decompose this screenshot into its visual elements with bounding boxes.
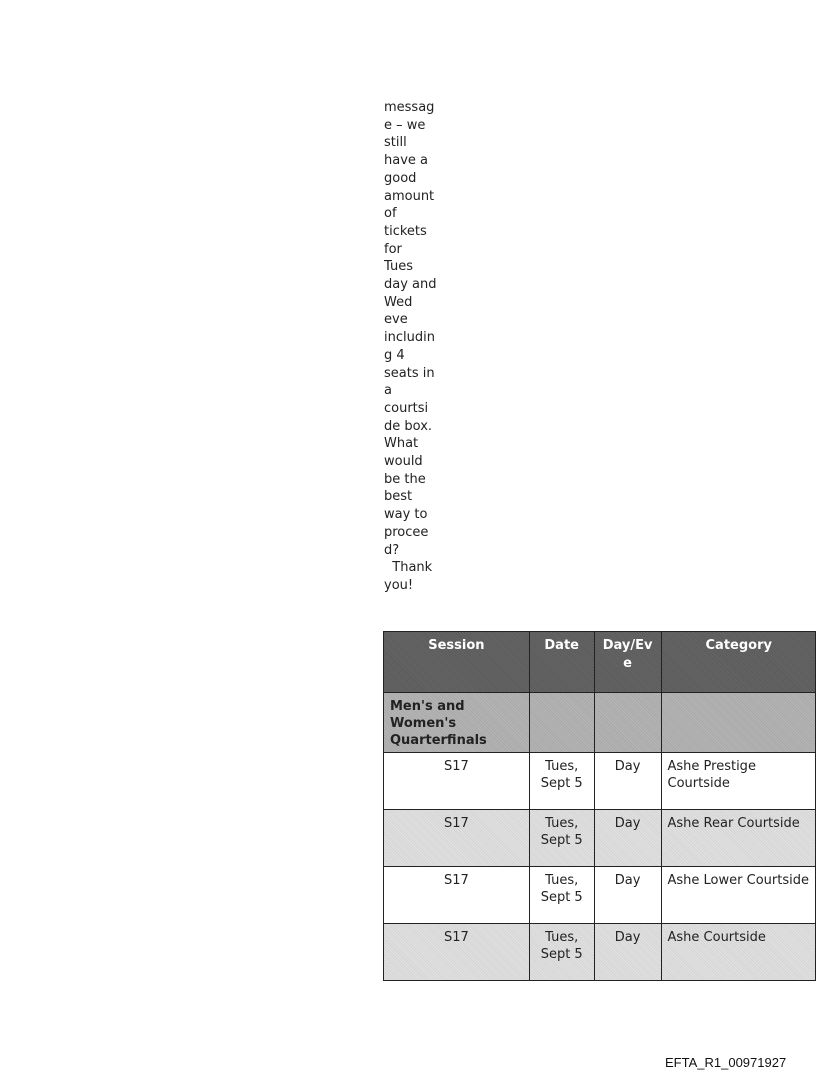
category-cell: Ashe Lower Courtside bbox=[661, 867, 816, 924]
document-id-stamp: EFTA_R1_00971927 bbox=[665, 1055, 787, 1070]
message-line: amount bbox=[384, 188, 435, 204]
date-cell: Tues, Sept 5 bbox=[529, 867, 594, 924]
message-line: Wed bbox=[384, 294, 413, 310]
dayeve-cell: Day bbox=[594, 924, 661, 981]
table-row bbox=[384, 753, 816, 810]
category-cell: Ashe Rear Courtside bbox=[661, 810, 816, 867]
message-line: What bbox=[384, 436, 419, 452]
date-cell: Tues, Sept 5 bbox=[529, 924, 594, 981]
message-line: de box. bbox=[384, 418, 433, 434]
message-line: for bbox=[384, 241, 402, 257]
column-header-category: Category bbox=[661, 632, 816, 693]
message-line: you! bbox=[384, 577, 414, 593]
message-line: procee bbox=[384, 524, 429, 540]
category-cell: Ashe Prestige Courtside bbox=[661, 753, 816, 810]
session-cell: S17 bbox=[384, 753, 530, 810]
message-line: Tues bbox=[384, 259, 413, 275]
date-cell: Tues, Sept 5 bbox=[529, 810, 594, 867]
message-line: would bbox=[384, 454, 423, 470]
message-line: eve bbox=[384, 312, 408, 328]
message-line: good bbox=[384, 170, 417, 186]
table-row bbox=[384, 924, 816, 981]
column-header-dayeve: Day/Ev e bbox=[594, 632, 661, 693]
session-cell: S17 bbox=[384, 867, 530, 924]
message-line: still bbox=[384, 135, 407, 151]
message-line: d? bbox=[384, 542, 400, 558]
ticket-inventory-table bbox=[383, 631, 816, 981]
message-line: best bbox=[384, 489, 413, 505]
message-line: tickets bbox=[384, 223, 427, 239]
dayeve-cell: Day bbox=[594, 810, 661, 867]
message-line: way to bbox=[384, 507, 428, 523]
table-row bbox=[384, 810, 816, 867]
dayeve-cell: Day bbox=[594, 753, 661, 810]
message-line: day and bbox=[384, 277, 437, 293]
message-line: seats in bbox=[384, 365, 435, 381]
group-cell-empty bbox=[529, 693, 594, 753]
message-line: have a bbox=[384, 153, 428, 169]
message-line: of bbox=[384, 206, 397, 222]
session-cell: S17 bbox=[384, 924, 530, 981]
message-line: courtsi bbox=[384, 400, 429, 416]
message-line: e – we bbox=[384, 117, 426, 133]
message-line: a bbox=[384, 383, 392, 399]
date-cell: Tues, Sept 5 bbox=[529, 753, 594, 810]
session-cell: S17 bbox=[384, 810, 530, 867]
message-line: be the bbox=[384, 471, 426, 487]
message-line: g 4 bbox=[384, 347, 405, 363]
group-label: Men's and Women's Quarterfinals bbox=[384, 693, 530, 753]
table-row bbox=[384, 867, 816, 924]
message-line: Thank bbox=[384, 560, 433, 576]
group-cell-empty bbox=[661, 693, 816, 753]
column-header-session: Session bbox=[384, 632, 530, 693]
column-header-date: Date bbox=[529, 632, 594, 693]
table-header-row bbox=[384, 632, 816, 693]
category-cell: Ashe Courtside bbox=[661, 924, 816, 981]
message-line: includin bbox=[384, 330, 435, 346]
dayeve-cell: Day bbox=[594, 867, 661, 924]
group-cell-empty bbox=[594, 693, 661, 753]
email-message-body bbox=[384, 99, 442, 595]
message-line: messag bbox=[384, 100, 435, 115]
table-group-row bbox=[384, 693, 816, 753]
